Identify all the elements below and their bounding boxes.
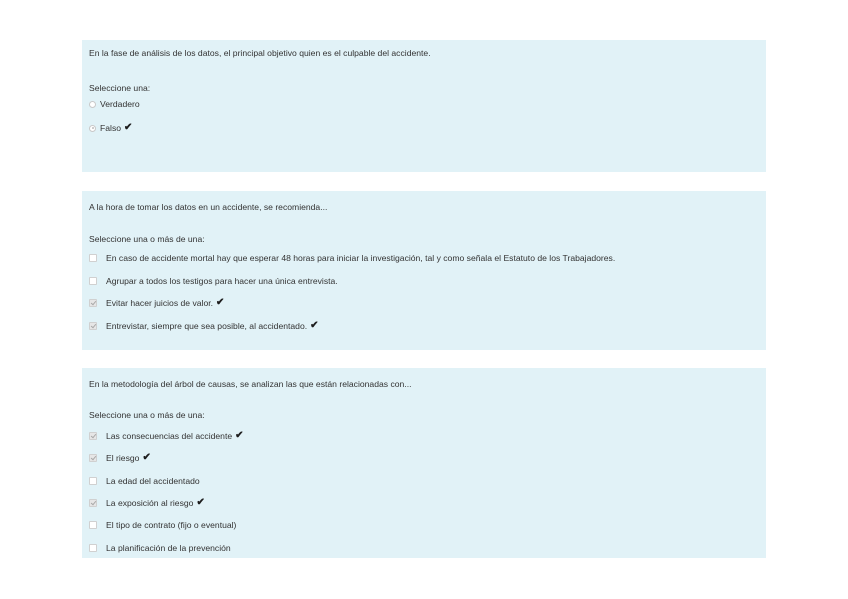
checkbox[interactable] [89,477,97,485]
option-falso[interactable] [89,122,132,134]
option-4[interactable] [89,497,205,509]
select-prompt: Seleccione una o más de una: [89,410,205,420]
option-label: Falso [100,123,122,133]
checkbox-checked[interactable] [89,499,97,507]
option-1[interactable] [89,252,615,264]
option-label: El riesgo [106,453,140,463]
checkbox-checked[interactable] [89,299,97,307]
option-label: La exposición al riesgo [106,498,194,508]
correct-check-icon: ✔ [142,452,151,463]
checkbox[interactable] [89,544,97,552]
option-label: En caso de accidente mortal hay que esperar 48 horas para iniciar la investigación, tal y como señala el Estatuto de los Trabajadores. [106,253,616,263]
question-card-2 [82,191,766,350]
radio-button[interactable] [89,101,96,108]
option-3[interactable] [89,475,200,487]
question-text: En la fase de análisis de los datos, el principal objetivo quien es el culpable del accidente. [89,48,431,58]
option-label: El tipo de contrato (fijo o eventual) [106,520,237,530]
option-label: Las consecuencias del accidente [106,431,233,441]
checkbox-checked[interactable] [89,322,97,330]
select-prompt: Seleccione una: [89,83,151,93]
question-text: A la hora de tomar los datos en un accidente, se recomienda... [89,202,328,212]
correct-check-icon: ✔ [124,122,133,133]
question-card-1 [82,40,766,172]
correct-check-icon: ✔ [310,320,319,331]
checkbox-checked[interactable] [89,432,97,440]
checkbox[interactable] [89,521,97,529]
correct-check-icon: ✔ [196,497,205,508]
option-label: La edad del accidentado [106,476,200,486]
option-label: Agrupar a todos los testigos para hacer una única entrevista. [106,276,338,286]
checkbox[interactable] [89,277,97,285]
correct-check-icon: ✔ [235,430,244,441]
option-label: Verdadero [100,99,140,109]
select-prompt: Seleccione una o más de una: [89,234,205,244]
option-3[interactable] [89,297,224,309]
option-5[interactable] [89,519,236,531]
option-label: La planificación de la prevención [106,543,231,553]
option-label: Entrevistar, siempre que sea posible, al accidentado. [106,321,308,331]
radio-button-selected[interactable] [89,125,96,132]
question-text: En la metodología del árbol de causas, se analizan las que están relacionadas con... [89,379,412,389]
option-label: Evitar hacer juicios de valor. [106,298,213,308]
option-4[interactable] [89,320,319,332]
checkbox-checked[interactable] [89,454,97,462]
option-2[interactable] [89,452,151,464]
option-2[interactable] [89,275,338,287]
option-1[interactable] [89,430,244,442]
option-6[interactable] [89,542,231,554]
option-verdadero[interactable] [89,98,140,110]
checkbox[interactable] [89,254,97,262]
correct-check-icon: ✔ [216,297,225,308]
question-card-3 [82,368,766,558]
